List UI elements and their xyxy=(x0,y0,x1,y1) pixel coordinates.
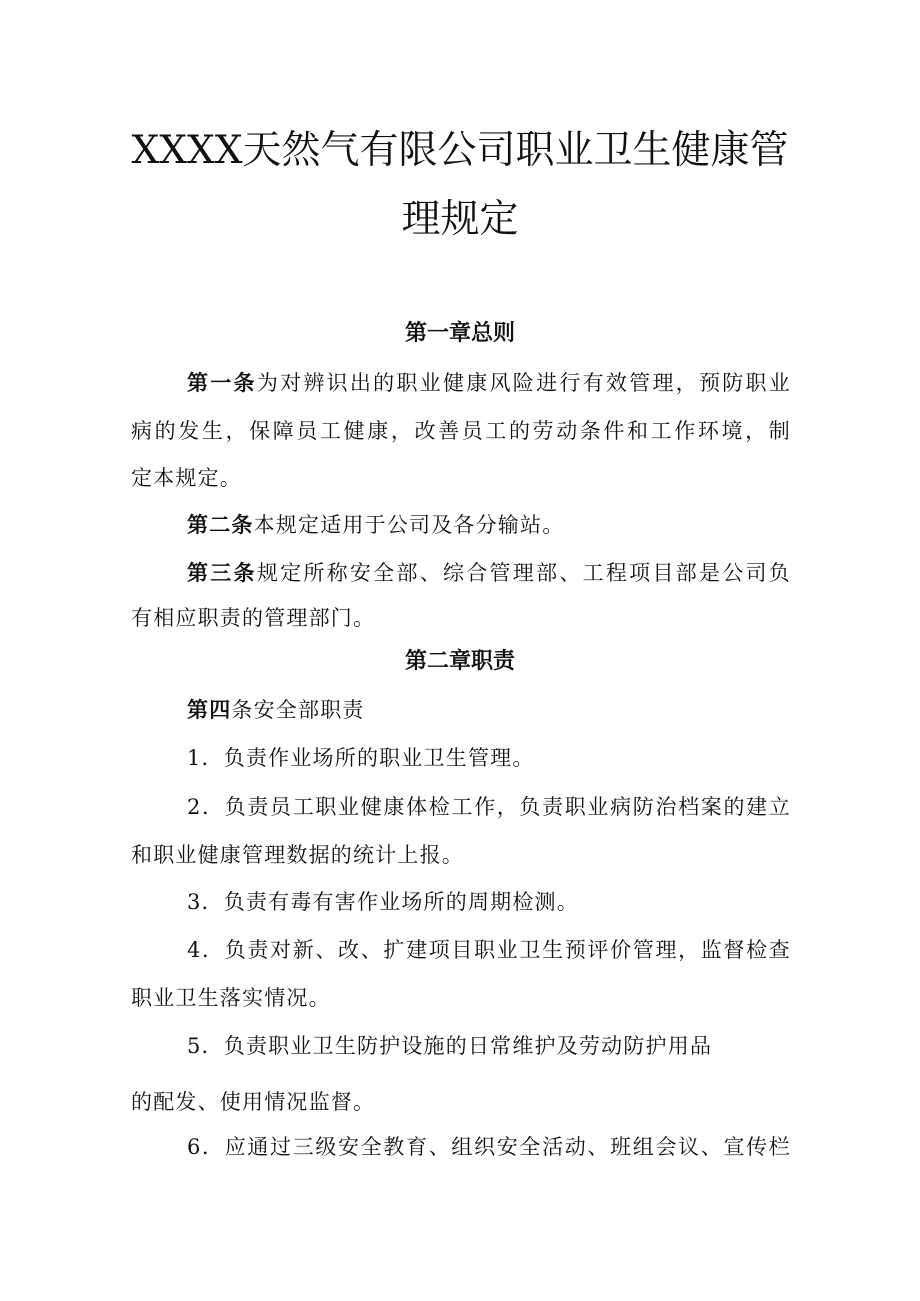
article-4-text: 条安全部职责 xyxy=(231,698,365,722)
article-1-text: 为对辨识出的职业健康风险进行有效管理，预防职业 xyxy=(256,371,791,395)
article-1-line-3: 定本规定。 xyxy=(131,466,242,490)
item-5-line-2: 的配发、使用情况监督。 xyxy=(131,1090,376,1114)
article-3-text: 规定所称安全部、综合管理部、工程项目部是公司负 xyxy=(256,561,791,585)
document-title-line-2: 理规定 xyxy=(401,197,519,242)
article-1-line-1 xyxy=(187,373,791,394)
item-3: 3．负责有毒有害作业场所的周期检测。 xyxy=(187,890,579,914)
item-1: 1．负责作业场所的职业卫生管理。 xyxy=(187,746,535,770)
chapter-1-heading: 第一章总则 xyxy=(404,321,515,346)
item-4-line-1: 4．负责对新、改、扩建项目职业卫生预评价管理，监督检查 xyxy=(187,938,791,962)
article-4-heading: 第四 xyxy=(187,698,232,722)
article-2-text: 本规定适用于公司及各分输站。 xyxy=(253,513,565,537)
article-1-line-2: 病的发生，保障员工健康，改善员工的劳动条件和工作环境，制 xyxy=(131,419,791,443)
item-4-line-2: 职业卫生落实情况。 xyxy=(131,986,331,1010)
item-2-line-1: 2．负责员工职业健康体检工作，负责职业病防治档案的建立 xyxy=(187,795,791,819)
item-2-line-2: 和职业健康管理数据的统计上报。 xyxy=(131,843,464,867)
article-3-line-2: 有相应职责的管理部门。 xyxy=(131,606,376,630)
item-5-line-1: 5．负责职业卫生防护设施的日常维护及劳动防护用品 xyxy=(187,1034,713,1058)
article-1-heading: 第一条 xyxy=(187,371,257,395)
article-2-heading: 第二条 xyxy=(187,513,254,537)
article-4-line-1 xyxy=(187,700,365,721)
article-2-line-1 xyxy=(187,515,564,536)
item-6-line-1: 6．应通过三级安全教育、组织安全活动、班组会议、宣传栏 xyxy=(187,1135,791,1159)
chapter-2-heading: 第二章职责 xyxy=(404,649,515,674)
article-3-heading: 第三条 xyxy=(187,561,257,585)
article-3-line-1 xyxy=(187,563,791,584)
document-title-line-1: XXXX天然气有限公司职业卫生健康管 xyxy=(131,128,789,173)
